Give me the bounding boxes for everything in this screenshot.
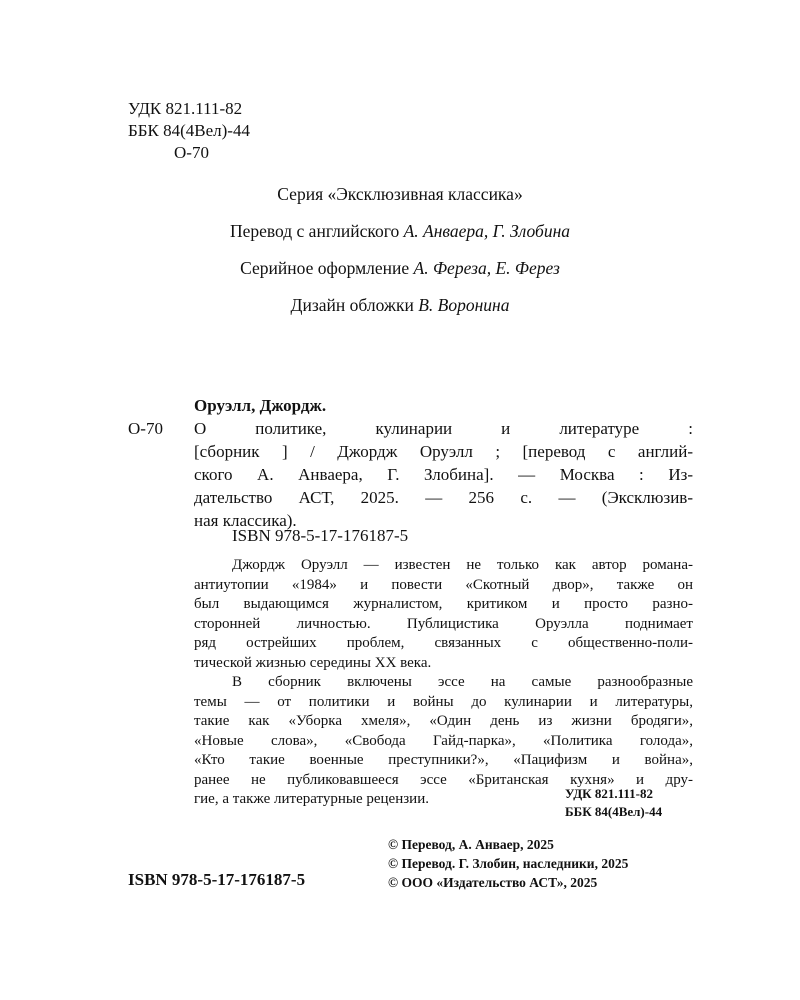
annotation-line: ранее не публиковавшееся эссе «Британская кухня» и дру- <box>194 771 693 788</box>
design-prefix: Серийное оформление <box>240 258 414 278</box>
annotation-line: такие как «Уборка хмеля», «Один день из жизни бродяги», <box>194 713 693 729</box>
bib-description-line: ная классика). <box>194 511 297 530</box>
annotation-line: «Кто такие военные преступники?», «Пацифизм и война», <box>194 752 693 768</box>
udk-header <box>128 98 250 164</box>
isbn-footer: ISBN 978-5-17-176187-5 <box>128 870 306 889</box>
annotation-line: антиутопии «1984» и повести «Скотный двор», также он <box>194 576 693 593</box>
translators: А. Анваера, Г. Злобина <box>403 221 571 241</box>
udk-footer-code: УДК 821.111-82 <box>565 786 653 801</box>
translation-prefix: Перевод с английского <box>229 221 404 241</box>
copyright-line: © Перевод. Г. Злобин, наследники, 2025 <box>388 856 629 871</box>
isbn-record: ISBN 978-5-17-176187-5 <box>232 526 409 545</box>
bib-description <box>194 417 693 532</box>
udk-footer <box>565 785 662 821</box>
annotation-line: тической жизнью середины XX века. <box>194 654 432 671</box>
designers: А. Фереза, Е. Ферез <box>413 258 560 278</box>
cover-designer: В. Воронина <box>418 295 510 315</box>
annotation-line: сторонней личностью. Публицистика Оруэлла поднимает <box>194 615 693 632</box>
annotation-line: В сборник включены эссе на самые разнообразные <box>232 674 693 690</box>
bib-description-line: дательство АСТ, 2025. — 256 с. — (Эксклюзив- <box>194 488 693 507</box>
annotation-line: темы — от политики и войны до кулинарии и литературы, <box>194 693 693 710</box>
annotation-line: был выдающимся журналистом, критиком и просто разно- <box>194 596 693 612</box>
bib-author-mark: О-70 <box>128 419 163 438</box>
series-design-line <box>100 250 700 287</box>
copyright-line: © Перевод, А. Анваер, 2025 <box>388 837 554 852</box>
cover-design-line <box>100 287 700 324</box>
series-line: Серия «Эксклюзивная классика» <box>277 184 523 204</box>
bbk-code: ББК 84(4Вел)-44 <box>128 121 250 140</box>
bib-description-line: [сборник ] / Джордж Оруэлл ; [перевод с англий- <box>194 442 693 461</box>
annotation-line: «Новые слова», «Свобода Гайд-парка», «Политика голода», <box>194 732 693 749</box>
bib-description-line: ского А. Анваера, Г. Злобина]. — Москва : Из- <box>194 465 693 484</box>
cover-prefix: Дизайн обложки <box>290 295 419 315</box>
annotation-line: гие, а также литературные рецензии. <box>194 791 429 807</box>
copyright-block <box>388 835 628 892</box>
annotation-line: Джордж Оруэлл — известен не только как автор романа- <box>232 557 693 573</box>
author-heading: Оруэлл, Джордж. <box>194 396 327 415</box>
bibliographic-record <box>128 394 693 532</box>
annotation <box>194 556 693 810</box>
author-mark: О-70 <box>174 143 209 162</box>
annotation-line: ряд острейших проблем, связанных с общественно-поли- <box>194 635 693 651</box>
translation-line <box>100 213 700 250</box>
udk-code: УДК 821.111-82 <box>128 99 243 118</box>
bbk-footer-code: ББК 84(4Вел)-44 <box>565 804 663 819</box>
copyright-line: © ООО «Издательство АСТ», 2025 <box>388 875 598 890</box>
bib-description-line: О политике, кулинарии и литературе : <box>194 419 693 438</box>
credits-block <box>100 176 700 324</box>
